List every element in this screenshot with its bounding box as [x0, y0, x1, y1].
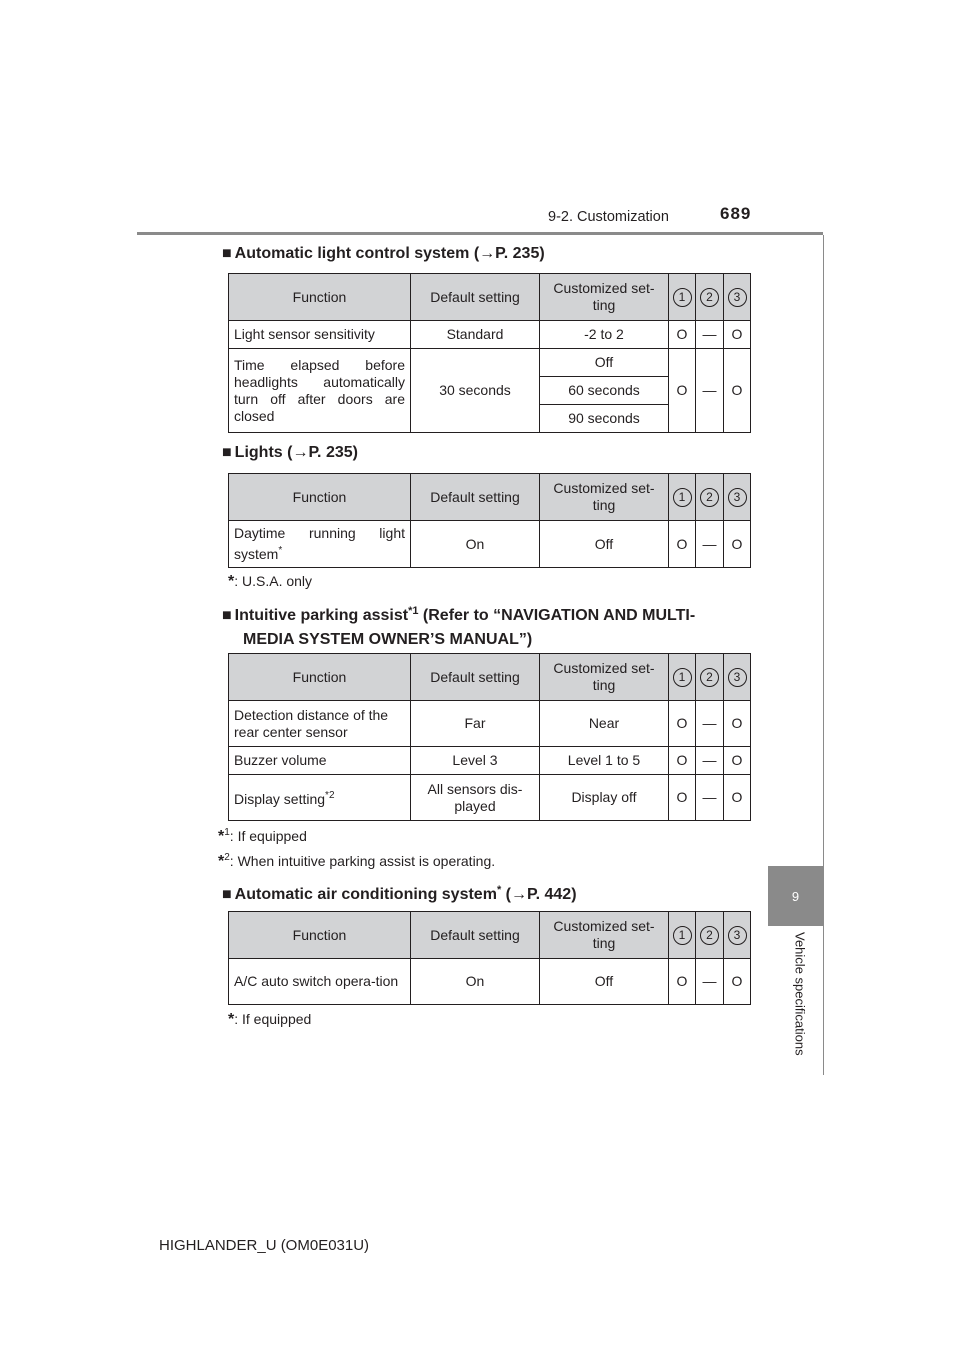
number-3-icon: 3	[728, 926, 747, 945]
table-row: Display setting$^{*2}$ All sensors dis-played Display off O — O	[229, 775, 751, 821]
square-bullet-icon: ■	[222, 607, 232, 624]
footnote: *$^2$: When intuitive parking assist is operating.	[218, 852, 496, 870]
number-1-icon: 1	[673, 926, 692, 945]
chapter-label: Vehicle specifications	[792, 932, 808, 1056]
col-default: Default setting	[411, 274, 540, 321]
table-row: Daytime running light system* On Off O — O	[229, 521, 751, 568]
footnote: *$^1$: If equipped	[218, 827, 307, 845]
square-bullet-icon: ■	[222, 444, 232, 461]
section-title: 9-2. Customization	[548, 209, 669, 225]
table-row: Detection distance of the rear center sensor Far Near O — O	[229, 701, 751, 747]
table-row: Light sensor sensitivity Standard -2 to 2 O — O	[229, 321, 751, 349]
number-2-icon: 2	[700, 288, 719, 307]
table-air-conditioning: Function Default setting Customized set-ting 1 2 3 A/C auto switch opera-tion On Off O — O	[228, 911, 751, 1005]
chapter-tab	[768, 866, 823, 926]
section-heading-light-control: ■ Automatic light control system (→P. 235)	[222, 243, 545, 265]
square-bullet-icon: ■	[222, 245, 232, 262]
side-divider	[823, 235, 824, 1075]
table-light-control: Function Default setting Customized set-ting 1 2 3 Light sensor sensitivity Standard -2 to 2 O — O Time elapsed before headlights automatically turn off after doors are closed 30 seconds Off O — O 60 seconds 90 seconds	[228, 273, 751, 433]
table-parking-assist: Function Default setting Customized set-ting 1 2 3 Detection distance of the rear center sensor Far Near O — O Buzzer volume Level 3 Level 1 to 5 O — O Display setting$^{*2}$ All sensors dis-played Display off O — O	[228, 653, 751, 821]
table-row: Buzzer volume Level 3 Level 1 to 5 O — O	[229, 747, 751, 775]
col-function: Function	[229, 274, 411, 321]
header-divider	[137, 232, 823, 235]
table-lights: Function Default setting Customized set-ting 1 2 3 Daytime running light system* On Off O — O	[228, 473, 751, 568]
section-heading-lights: ■ Lights (→P. 235)	[222, 442, 358, 464]
table-row: Time elapsed before headlights automatically turn off after doors are closed 30 seconds Off O — O	[229, 349, 751, 377]
number-3-icon: 3	[728, 488, 747, 507]
number-1-icon: 1	[673, 288, 692, 307]
number-3-icon: 3	[728, 288, 747, 307]
number-2-icon: 2	[700, 926, 719, 945]
section-heading-parking-assist: ■ Intuitive parking assist$^{*1}$ (Refer to “NAVIGATION AND MULTI- MEDIA SYSTEM OWNER’S MANUAL”)	[222, 605, 696, 648]
chapter-number: 9	[791, 888, 800, 904]
number-1-icon: 1	[673, 488, 692, 507]
section-heading-air-conditioning: ■ Automatic air conditioning system* (→P. 442)	[222, 879, 577, 906]
number-1-icon: 1	[673, 668, 692, 687]
footnote: *: If equipped	[228, 1011, 312, 1028]
number-3-icon: 3	[728, 668, 747, 687]
footer-manual-code: HIGHLANDER_U (OM0E031U)	[159, 1237, 370, 1254]
footnote: *: U.S.A. only	[228, 573, 313, 590]
table-row: A/C auto switch opera-tion On Off O — O	[229, 959, 751, 1005]
number-2-icon: 2	[700, 668, 719, 687]
col-customized: Customized set-ting	[540, 274, 669, 321]
square-bullet-icon: ■	[222, 886, 232, 903]
number-2-icon: 2	[700, 488, 719, 507]
page-number: 689	[720, 204, 752, 223]
